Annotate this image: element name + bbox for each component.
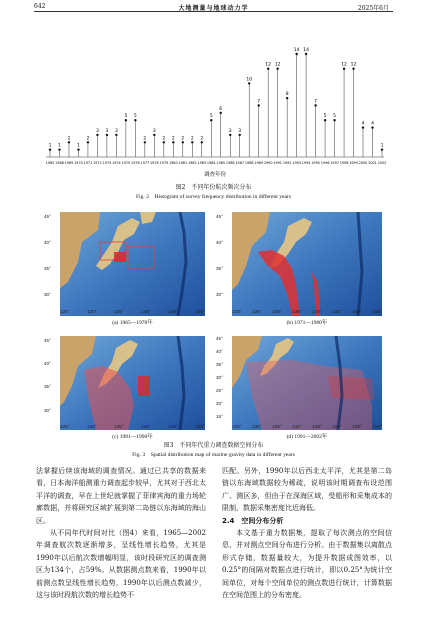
lon-tick: 130°: [272, 309, 282, 314]
section-heading: 2.4 空间分布分析: [222, 516, 284, 525]
data-label: 14: [303, 48, 309, 53]
data-label: 12: [265, 62, 272, 68]
survey-frequency-chart: [38, 40, 388, 180]
data-label: 5: [133, 114, 137, 120]
map-d-lat-ticks: [216, 336, 230, 430]
x-tick-label: 1972: [93, 161, 102, 165]
lon-tick: 125°: [252, 309, 262, 314]
lon-tick: 130°: [87, 309, 97, 314]
paragraph: 从不同年代时间对比（图4）来看，1965—2002年调查航次数逐渐增多，呈线性增长趋势，尤其是1990年以后航次数增幅明显，该时段研究区的调查测区为134个，占59%。从数据测点数来看，1990年以前测点数呈线性增长趋势，1990年以后测点数减少，这与该时段航次数的增长趋势不: [36, 529, 206, 600]
x-tick-label: 1976: [131, 161, 140, 165]
bar-marker: [371, 126, 373, 128]
lon-tick: 125°: [232, 424, 242, 429]
data-label: 3: [238, 128, 242, 134]
data-label: 7: [314, 99, 318, 105]
bar-marker: [220, 112, 222, 114]
paragraph: 本文基于重力数据集，提取了每次测点的空间信息，并对测点空间分布进行分析。由于数据集以离散点形式存储，数据量较大，为提升数据成图效率，以0.25°的间隔对数据点进行统计，即以0.25°为统计空间单位，对每个空间单位的测点数进行统计，计算数据在空间范围上的分布密度。: [222, 529, 392, 600]
map-panel-c: [60, 336, 205, 430]
bar-marker: [134, 119, 136, 121]
lon-tick: 125°: [60, 309, 70, 314]
x-tick-label: 1996: [320, 161, 330, 165]
x-tick-label: 1997: [330, 161, 339, 165]
lon-tick: 145°: [312, 424, 322, 429]
issue-date: 2025年6月: [357, 5, 389, 12]
lon-tick: 145°: [168, 309, 178, 314]
map-a-lon-ticks: [60, 309, 205, 314]
data-label: 2: [171, 136, 175, 142]
bar-marker: [68, 141, 70, 143]
data-label: 12: [350, 62, 357, 68]
fig3-caption-zh: 图3 不同年代重力调查数据空间分布: [163, 442, 264, 449]
bar-marker: [191, 141, 193, 143]
paragraph: 匹配。另外，1990年以后西北太平洋，尤其是第二岛链以东海域数据较为稀疏，说明该时期调查布设范围广、测区多，但由于在深海区域，受船形和采集成本的限制，数据采集密度比近海低。: [222, 467, 392, 513]
bar-marker: [153, 134, 155, 136]
lon-tick: 135°: [272, 424, 282, 429]
x-tick-label: 1984: [206, 161, 216, 165]
x-tick-label: 1988: [244, 161, 254, 165]
lon-tick: 155°: [352, 424, 362, 429]
lat-tick: 30°: [44, 292, 51, 297]
x-tick-label: 1985: [216, 161, 226, 165]
x-tick-label: 1994: [301, 161, 311, 165]
lat-tick: 35°: [216, 362, 223, 367]
data-label: 2: [86, 136, 90, 142]
lat-tick: 30°: [216, 375, 223, 380]
data-label: 1: [58, 143, 61, 149]
x-tick-label: 1989: [254, 161, 264, 165]
bar-marker: [239, 134, 241, 136]
bar-marker: [115, 134, 117, 136]
x-tick-label: 1992: [282, 161, 292, 165]
bar-marker: [96, 134, 98, 136]
lon-tick: 150°: [195, 424, 205, 429]
lon-tick: 150°: [352, 309, 362, 314]
bar-marker: [295, 53, 297, 55]
lon-tick: 160°: [372, 424, 382, 429]
data-label: 1: [48, 143, 52, 149]
lat-tick: 45°: [216, 214, 223, 219]
page-number: 642: [34, 3, 46, 10]
x-tick-label: 1991: [273, 161, 282, 165]
bar-marker: [77, 148, 79, 150]
lon-tick: 150°: [195, 309, 205, 314]
bar-marker: [87, 141, 89, 143]
data-label: 3: [228, 128, 232, 134]
header-rule: [34, 11, 393, 12]
lon-tick: 125°: [60, 424, 70, 429]
x-tick-label: 2002: [377, 161, 387, 165]
x-tick-label: 1969: [64, 161, 74, 165]
lat-tick: 40°: [44, 361, 51, 366]
data-label: 3: [95, 128, 99, 134]
map-label-b: (b) 1971—1980年: [286, 320, 328, 326]
journal-title: 大地测量与地球动力学: [178, 5, 249, 12]
x-tick-label: 1983: [197, 161, 207, 165]
data-label: 7: [257, 99, 261, 105]
lon-tick: 120°: [232, 309, 242, 314]
lat-tick: 40°: [44, 240, 51, 245]
data-label: 5: [323, 114, 327, 120]
map-label-a: (a) 1965—1970年: [112, 320, 153, 326]
x-tick-label: 2001: [368, 161, 377, 165]
map-b-lon-ticks: [232, 309, 382, 314]
data-label: 12: [341, 62, 347, 68]
lon-tick: 140°: [141, 309, 151, 314]
x-tick-label: 1980: [168, 161, 178, 165]
lon-tick: 155°: [372, 309, 382, 314]
lon-tick: 145°: [332, 309, 342, 314]
lon-tick: 145°: [168, 424, 178, 429]
map-label-d: (d) 1991—2002年: [286, 434, 328, 440]
lon-tick: 140°: [141, 424, 151, 429]
data-label: 10: [246, 77, 253, 83]
x-tick-label: 1998: [339, 161, 349, 165]
bar-marker: [58, 148, 60, 150]
bar-marker: [172, 141, 174, 143]
bar-marker: [276, 68, 278, 70]
map-panel-b: [232, 212, 382, 316]
survey-density-region: [328, 376, 374, 400]
fig3-caption-en: Fig. 3 Spatial distribution map of marine gravity data in different years: [132, 452, 295, 458]
bar-marker: [182, 141, 184, 143]
bar-marker: [210, 119, 212, 121]
data-label: 5: [124, 114, 128, 120]
x-tick-label: 1973: [102, 161, 112, 165]
lat-tick: 35°: [216, 266, 223, 271]
map-d-lon-ticks: [232, 424, 382, 429]
x-tick-label: 1965: [45, 161, 55, 165]
bar-marker: [343, 68, 345, 70]
map-label-c: (c) 1981—1990年: [112, 434, 153, 440]
lon-tick: 135°: [114, 309, 124, 314]
data-label: 6: [219, 106, 223, 112]
x-tick-label: 1995: [311, 161, 320, 165]
paragraph: 法掌握后续该海域的调查情况。通过已共享的数据来看，日本海洋船测重力调查起步较早，尤其对于西北太平洋的调查，早在上世纪就掌握了菲律宾海的重力场轮廓数据，并将研究区域扩展到第二岛链以东海域的海山区。: [36, 467, 206, 525]
x-tick-label: 1999: [349, 161, 358, 165]
data-label: 8: [285, 92, 289, 98]
x-tick-label: 1968: [55, 161, 64, 165]
x-tick-label: 1974: [112, 161, 121, 165]
data-label: 5: [333, 114, 337, 120]
bar-marker: [381, 148, 383, 150]
x-tick-label: 1971: [83, 161, 93, 165]
map-panel-d: [232, 336, 382, 430]
survey-density-cell: [138, 376, 150, 396]
lat-tick: 45°: [216, 336, 223, 341]
bar-marker: [125, 119, 127, 121]
lat-tick: 40°: [216, 349, 223, 354]
map-panel-a: [60, 212, 205, 316]
page-header: [0, 0, 427, 14]
x-tick-label: 1986: [225, 161, 235, 165]
data-label: 3: [152, 128, 156, 134]
map-b-lat-ticks: [216, 212, 230, 316]
lat-tick: 30°: [216, 292, 223, 297]
x-tick-label: 1981: [178, 161, 188, 165]
map-c-lat-ticks: [44, 336, 58, 430]
lat-tick: 45°: [44, 214, 51, 219]
x-tick-label: 1977: [140, 161, 150, 165]
lon-tick: 130°: [252, 424, 262, 429]
lat-tick: 35°: [44, 384, 51, 389]
lon-tick: 140°: [312, 309, 322, 314]
x-tick-label: 1975: [121, 161, 131, 165]
lat-tick: 40°: [216, 240, 223, 245]
x-tick-label: 1970: [74, 161, 83, 165]
bar-marker: [229, 134, 231, 136]
x-tick-label: 1987: [235, 161, 245, 165]
lat-tick: 30°: [44, 408, 51, 413]
bar-marker: [286, 97, 288, 99]
data-label: 2: [181, 136, 185, 142]
data-label: 2: [190, 136, 194, 142]
x-axis-title: 调查年份: [203, 172, 227, 178]
bar-marker: [314, 104, 316, 106]
fig2-caption-zh: 图2 不同年份航次频次分布: [175, 184, 252, 191]
lon-tick: 130°: [87, 424, 97, 429]
data-label: 1: [77, 143, 80, 149]
data-label: 5: [209, 114, 213, 120]
fig2-caption-en: Fig. 2 Histogram of survey frequency distribution in different years: [135, 194, 292, 200]
data-label: 2: [67, 136, 71, 142]
x-tick-label: 1979: [159, 161, 169, 165]
lat-tick: 20°: [216, 401, 223, 406]
data-label: 2: [143, 136, 147, 142]
map-a-lat-ticks: [44, 212, 58, 316]
bar-marker: [324, 119, 326, 121]
lat-tick: 45°: [44, 338, 51, 343]
body-column-right: [222, 465, 392, 601]
data-label: 3: [114, 128, 118, 134]
bar-marker: [333, 119, 335, 121]
lon-tick: 140°: [292, 424, 302, 429]
survey-density-cell: [114, 252, 126, 262]
data-label: 4: [361, 121, 365, 127]
lon-tick: 135°: [292, 309, 302, 314]
bar-marker: [352, 68, 354, 70]
lat-tick: 35°: [44, 266, 51, 271]
body-column-left: [36, 465, 206, 601]
lat-tick: 25°: [216, 388, 223, 393]
lon-tick: 135°: [114, 424, 124, 429]
bar-marker: [163, 141, 165, 143]
bar-marker: [201, 141, 203, 143]
data-label: 3: [105, 128, 109, 134]
data-label: 12: [274, 62, 281, 68]
x-tick-label: 2000: [358, 161, 368, 165]
bar-marker: [106, 134, 108, 136]
lon-tick: 150°: [332, 424, 342, 429]
data-label: 14: [293, 48, 300, 53]
bar-marker: [49, 148, 51, 150]
x-tick-label: 1993: [292, 161, 301, 165]
x-tick-label: 1990: [263, 161, 273, 165]
bar-marker: [144, 141, 146, 143]
data-label: 1: [380, 143, 384, 149]
bar-marker: [305, 53, 307, 55]
bar-marker: [362, 126, 364, 128]
x-tick-label: 1982: [187, 161, 197, 165]
data-label: 4: [371, 121, 374, 127]
map-c-lon-ticks: [60, 424, 205, 429]
bar-marker: [267, 68, 269, 70]
data-label: 2: [162, 136, 166, 142]
bar-marker: [257, 104, 259, 106]
bar-marker: [248, 82, 250, 84]
lat-tick: 15°: [216, 414, 223, 419]
data-label: 2: [200, 136, 204, 142]
x-tick-label: 1978: [150, 161, 159, 165]
